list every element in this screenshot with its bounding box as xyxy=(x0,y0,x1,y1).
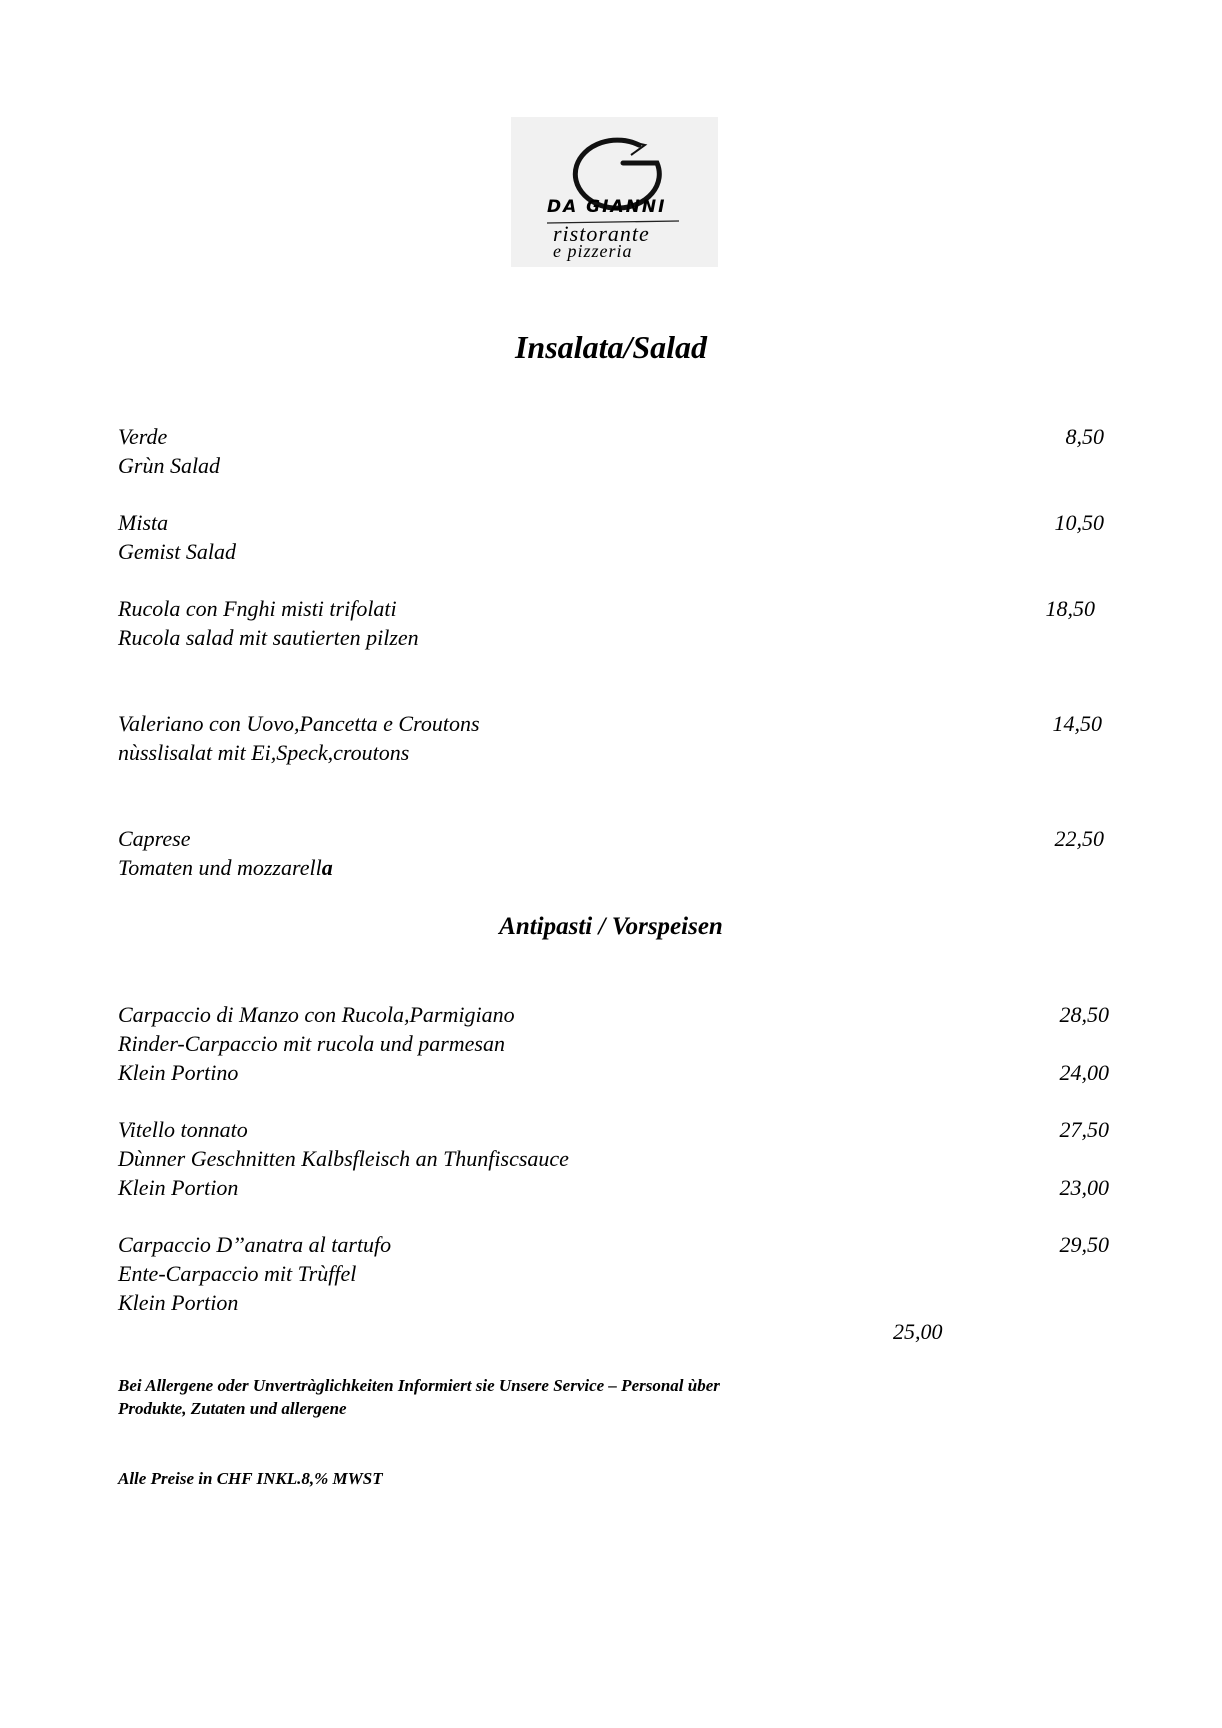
antipasti-small-price: 24,00 xyxy=(1059,1060,1109,1085)
salad-item-name: Caprese xyxy=(118,826,191,851)
logo-line-ristorante: ristorante xyxy=(553,221,650,246)
antipasti-small-portion: Klein Portion xyxy=(118,1290,239,1315)
antipasti-item-name: Carpaccio D’’anatra al tartufo xyxy=(118,1232,392,1257)
salad-item-name: Verde xyxy=(118,424,168,449)
antipasti-item-price: 29,50 xyxy=(1059,1232,1109,1257)
allergy-note-line-1: Bei Allergene oder Unvertràglichkeiten Informiert sie Unsere Service – Personal ùber xyxy=(118,1376,720,1395)
antipasti-small-price: 25,00 xyxy=(893,1319,943,1344)
antipasti-small-price: 23,00 xyxy=(1059,1175,1109,1200)
restaurant-logo xyxy=(511,117,718,267)
logo-line-pizzeria: e pizzeria xyxy=(553,241,633,261)
salad-item-price: 22,50 xyxy=(1054,826,1104,851)
antipasti-item-desc: Rinder-Carpaccio mit rucola und parmesan xyxy=(118,1031,505,1056)
salad-item-price: 8,50 xyxy=(1065,424,1104,449)
salad-item-desc xyxy=(118,853,333,882)
antipasti-small-portion: Klein Portion xyxy=(118,1175,239,1200)
antipasti-item-desc: Ente-Carpaccio mit Trùffel xyxy=(118,1261,357,1286)
antipasti-item-desc: Dùnner Geschnitten Kalbsfleisch an Thunfiscsauce xyxy=(118,1146,569,1171)
salad-item-price: 14,50 xyxy=(1052,711,1102,736)
allergy-note-line-2: Produkte, Zutaten und allergene xyxy=(118,1399,347,1418)
salad-item-name: Valeriano con Uovo,Pancetta e Croutons xyxy=(118,711,480,736)
salad-item-price: 10,50 xyxy=(1054,510,1104,535)
logo-name: DA GIANNI xyxy=(547,197,667,217)
salad-item-price: 18,50 xyxy=(1045,596,1095,621)
antipasti-item-name: Vitello tonnato xyxy=(118,1117,248,1142)
antipasti-item-price: 28,50 xyxy=(1059,1002,1109,1027)
salad-item-name: Mista xyxy=(118,510,169,535)
prices-note: Alle Preise in CHF INKL.8,% MWST xyxy=(118,1469,383,1488)
salad-item-name: Rucola con Fnghi misti trifolati xyxy=(118,596,397,621)
antipasti-section-title: Antipasti / Vorspeisen xyxy=(499,913,723,940)
salad-item-desc: Rucola salad mit sautierten pilzen xyxy=(118,625,419,650)
antipasti-item-price: 27,50 xyxy=(1059,1117,1109,1142)
salad-item-desc-bold-letter: a xyxy=(321,855,333,880)
antipasti-small-portion: Klein Portino xyxy=(118,1060,239,1085)
salad-section-title: Insalata/Salad xyxy=(514,329,708,365)
salad-item-desc: nùsslisalat mit Ei,Speck,croutons xyxy=(118,740,410,765)
salad-item-desc: Gemist Salad xyxy=(118,539,236,564)
antipasti-item-name: Carpaccio di Manzo con Rucola,Parmigiano xyxy=(118,1002,515,1027)
salad-item-desc: Grùn Salad xyxy=(118,453,221,478)
salad-item-desc-text: Tomaten und mozzarell xyxy=(118,855,322,880)
